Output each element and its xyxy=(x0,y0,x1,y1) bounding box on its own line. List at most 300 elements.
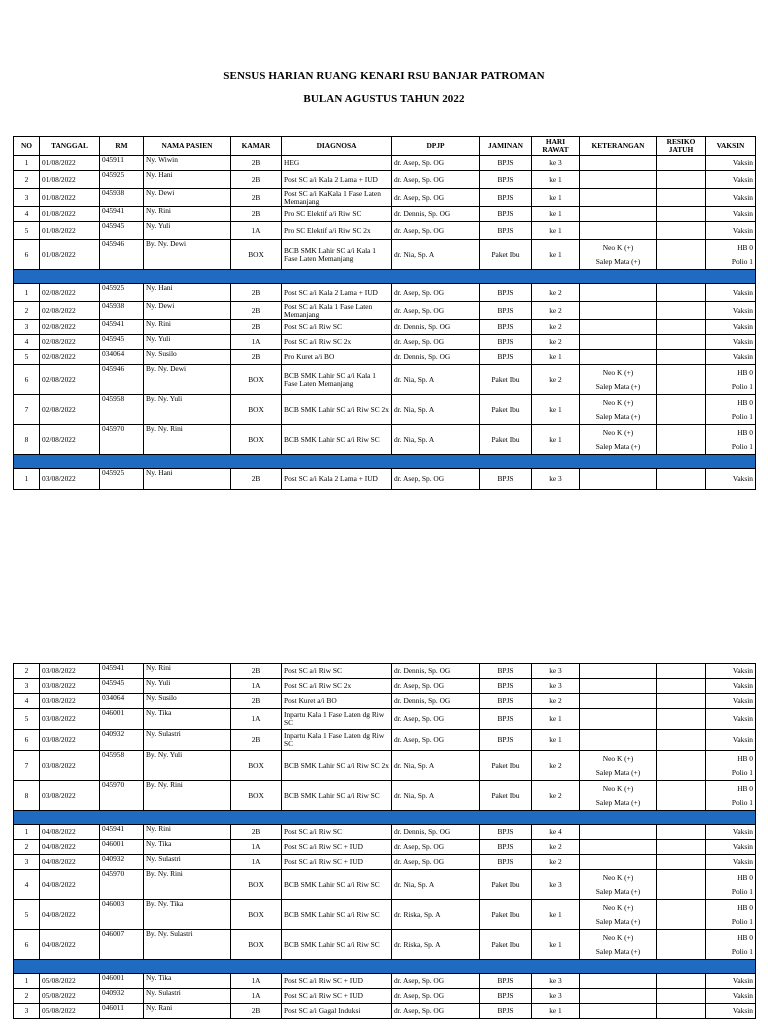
cell-tanggal: 03/08/2022 xyxy=(40,730,100,751)
table-row xyxy=(14,694,756,709)
cell-kamar: 1A xyxy=(231,840,282,855)
cell-vaksin: Vaksin xyxy=(706,1004,756,1019)
cell-diagnosa: BCB SMK Lahir SC a/i Kala 1 Fase Laten Memanjang xyxy=(282,240,392,270)
cell-tanggal: 01/08/2022 xyxy=(40,222,100,240)
cell-resiko-jatuh xyxy=(657,664,706,679)
cell-vaksin: Vaksin xyxy=(706,469,756,490)
cell-no: 6 xyxy=(14,930,40,960)
cell-jaminan: BPJS xyxy=(480,189,532,207)
cell-diagnosa: Pro Kuret a/i BO xyxy=(282,350,392,365)
cell-diagnosa: Inpartu Kala 1 Fase Laten dg Riw SC xyxy=(282,709,392,730)
cell-diagnosa: BCB SMK Lahir SC a/i Kala 1 Fase Laten Memanjang xyxy=(282,365,392,395)
cell-vaksin: HB 0 Polio 1 xyxy=(706,900,756,930)
cell-diagnosa: BCB SMK Lahir SC a/i Riw SC 2x xyxy=(282,395,392,425)
cell-keterangan: Neo K (+) Salep Mata (+) xyxy=(580,930,657,960)
cell-resiko-jatuh xyxy=(657,989,706,1004)
table-row xyxy=(14,930,756,960)
cell-kamar: 1A xyxy=(231,974,282,989)
cell-kamar: BOX xyxy=(231,365,282,395)
cell-resiko-jatuh xyxy=(657,870,706,900)
cell-no: 4 xyxy=(14,335,40,350)
cell-dpjp: dr. Asep, Sp. OG xyxy=(392,222,480,240)
cell-nama-pasien: By. Ny. Dewi xyxy=(144,365,231,395)
cell-keterangan xyxy=(580,350,657,365)
cell-keterangan xyxy=(580,302,657,320)
cell-jaminan: BPJS xyxy=(480,171,532,189)
cell-dpjp: dr. Asep, Sp. OG xyxy=(392,679,480,694)
cell-keterangan: Neo K (+) Salep Mata (+) xyxy=(580,751,657,781)
cell-dpjp: dr. Dennis, Sp. OG xyxy=(392,350,480,365)
cell-rm: 046011 xyxy=(100,1004,144,1019)
cell-jaminan: BPJS xyxy=(480,989,532,1004)
separator-bar xyxy=(14,270,756,284)
cell-resiko-jatuh xyxy=(657,350,706,365)
cell-diagnosa: Post SC a/i Kala 2 Lama + IUD xyxy=(282,171,392,189)
cell-diagnosa: Post Kuret a/i BO xyxy=(282,694,392,709)
cell-jaminan: BPJS xyxy=(480,350,532,365)
cell-keterangan: Neo K (+) Salep Mata (+) xyxy=(580,425,657,455)
cell-kamar: 1A xyxy=(231,222,282,240)
cell-diagnosa: Post SC a/i Riw SC xyxy=(282,825,392,840)
cell-diagnosa: Post SC a/i Riw SC + IUD xyxy=(282,840,392,855)
cell-rm: 045941 xyxy=(100,664,144,679)
cell-resiko-jatuh xyxy=(657,320,706,335)
cell-rm: 045970 xyxy=(100,425,144,455)
cell-kamar: 1A xyxy=(231,989,282,1004)
cell-dpjp: dr. Asep, Sp. OG xyxy=(392,171,480,189)
cell-diagnosa: Post SC a/i Gagal Induksi xyxy=(282,1004,392,1019)
cell-vaksin: Vaksin xyxy=(706,156,756,171)
cell-kamar: 2B xyxy=(231,825,282,840)
cell-vaksin: HB 0 Polio 1 xyxy=(706,751,756,781)
cell-jaminan: BPJS xyxy=(480,709,532,730)
cell-tanggal: 02/08/2022 xyxy=(40,335,100,350)
cell-dpjp: dr. Asep, Sp. OG xyxy=(392,335,480,350)
table-row xyxy=(14,855,756,870)
cell-dpjp: dr. Asep, Sp. OG xyxy=(392,974,480,989)
cell-jaminan: Paket Ibu xyxy=(480,395,532,425)
cell-nama-pasien: Ny. Tika xyxy=(144,840,231,855)
cell-vaksin: Vaksin xyxy=(706,679,756,694)
cell-diagnosa: Post SC a/i Riw SC xyxy=(282,664,392,679)
cell-rm: 045958 xyxy=(100,395,144,425)
cell-hari-rawat: ke 2 xyxy=(532,365,580,395)
cell-nama-pasien: Ny. Sulastri xyxy=(144,730,231,751)
cell-diagnosa: Inpartu Kala 1 Fase Laten dg Riw SC xyxy=(282,730,392,751)
col-header-jaminan: JAMINAN xyxy=(480,137,532,156)
cell-no: 1 xyxy=(14,469,40,490)
cell-nama-pasien: Ny. Susilo xyxy=(144,350,231,365)
cell-hari-rawat: ke 1 xyxy=(532,350,580,365)
cell-dpjp: dr. Dennis, Sp. OG xyxy=(392,664,480,679)
cell-rm: 045946 xyxy=(100,365,144,395)
cell-kamar: BOX xyxy=(231,425,282,455)
cell-hari-rawat: ke 1 xyxy=(532,900,580,930)
col-header-nama-pasien: NAMA PASIEN xyxy=(144,137,231,156)
cell-vaksin: Vaksin xyxy=(706,335,756,350)
table-row xyxy=(14,840,756,855)
cell-rm: 045938 xyxy=(100,189,144,207)
cell-dpjp: dr. Nia, Sp. A xyxy=(392,781,480,811)
cell-jaminan: BPJS xyxy=(480,840,532,855)
cell-vaksin: Vaksin xyxy=(706,222,756,240)
cell-jaminan: BPJS xyxy=(480,974,532,989)
cell-diagnosa: Post SC a/i Riw SC 2x xyxy=(282,679,392,694)
cell-hari-rawat: ke 4 xyxy=(532,825,580,840)
cell-dpjp: dr. Asep, Sp. OG xyxy=(392,989,480,1004)
cell-keterangan xyxy=(580,156,657,171)
cell-resiko-jatuh xyxy=(657,335,706,350)
table-body-2 xyxy=(14,664,756,1019)
cell-jaminan: BPJS xyxy=(480,207,532,222)
table-row xyxy=(14,302,756,320)
cell-diagnosa: HEG xyxy=(282,156,392,171)
cell-resiko-jatuh xyxy=(657,240,706,270)
cell-jaminan: BPJS xyxy=(480,730,532,751)
cell-keterangan xyxy=(580,694,657,709)
cell-nama-pasien: Ny. Tika xyxy=(144,709,231,730)
cell-resiko-jatuh xyxy=(657,930,706,960)
cell-tanggal: 04/08/2022 xyxy=(40,825,100,840)
cell-jaminan: Paket Ibu xyxy=(480,900,532,930)
cell-keterangan xyxy=(580,825,657,840)
cell-rm: 045970 xyxy=(100,781,144,811)
cell-diagnosa: Post SC a/i Riw SC + IUD xyxy=(282,989,392,1004)
cell-kamar: 1A xyxy=(231,709,282,730)
cell-nama-pasien: By. Ny. Yuli xyxy=(144,751,231,781)
table-row xyxy=(14,469,756,490)
cell-tanggal: 03/08/2022 xyxy=(40,781,100,811)
table-row xyxy=(14,156,756,171)
cell-tanggal: 05/08/2022 xyxy=(40,974,100,989)
col-header-dpjp: DPJP xyxy=(392,137,480,156)
cell-tanggal: 04/08/2022 xyxy=(40,840,100,855)
cell-kamar: 2B xyxy=(231,1004,282,1019)
cell-vaksin: Vaksin xyxy=(706,855,756,870)
cell-resiko-jatuh xyxy=(657,156,706,171)
date-group-separator xyxy=(14,455,756,469)
cell-resiko-jatuh xyxy=(657,679,706,694)
cell-resiko-jatuh xyxy=(657,302,706,320)
cell-no: 3 xyxy=(14,855,40,870)
cell-nama-pasien: Ny. Hani xyxy=(144,171,231,189)
cell-no: 4 xyxy=(14,870,40,900)
cell-dpjp: dr. Asep, Sp. OG xyxy=(392,469,480,490)
cell-no: 1 xyxy=(14,284,40,302)
cell-resiko-jatuh xyxy=(657,395,706,425)
cell-tanggal: 02/08/2022 xyxy=(40,320,100,335)
cell-kamar: 2B xyxy=(231,320,282,335)
cell-no: 4 xyxy=(14,694,40,709)
table-row xyxy=(14,365,756,395)
cell-tanggal: 01/08/2022 xyxy=(40,240,100,270)
cell-hari-rawat: ke 1 xyxy=(532,709,580,730)
cell-rm: 045941 xyxy=(100,825,144,840)
cell-dpjp: dr. Nia, Sp. A xyxy=(392,365,480,395)
cell-rm: 045945 xyxy=(100,222,144,240)
cell-no: 2 xyxy=(14,989,40,1004)
cell-diagnosa: Post SC a/i Riw SC 2x xyxy=(282,335,392,350)
cell-resiko-jatuh xyxy=(657,781,706,811)
cell-vaksin: Vaksin xyxy=(706,840,756,855)
cell-hari-rawat: ke 1 xyxy=(532,240,580,270)
cell-dpjp: dr. Asep, Sp. OG xyxy=(392,730,480,751)
cell-rm: 045925 xyxy=(100,284,144,302)
cell-jaminan: Paket Ibu xyxy=(480,781,532,811)
cell-keterangan xyxy=(580,320,657,335)
table-row xyxy=(14,751,756,781)
cell-resiko-jatuh xyxy=(657,171,706,189)
cell-rm: 045945 xyxy=(100,335,144,350)
cell-no: 3 xyxy=(14,320,40,335)
cell-diagnosa: Post SC a/i Riw SC + IUD xyxy=(282,974,392,989)
cell-tanggal: 01/08/2022 xyxy=(40,171,100,189)
cell-hari-rawat: ke 3 xyxy=(532,870,580,900)
cell-kamar: BOX xyxy=(231,751,282,781)
cell-diagnosa: Post SC a/i Kala 2 Lama + IUD xyxy=(282,469,392,490)
cell-keterangan xyxy=(580,974,657,989)
cell-hari-rawat: ke 2 xyxy=(532,335,580,350)
cell-keterangan xyxy=(580,189,657,207)
cell-rm: 034064 xyxy=(100,350,144,365)
cell-kamar: 1A xyxy=(231,855,282,870)
cell-nama-pasien: Ny. Rini xyxy=(144,207,231,222)
col-header-no: NO xyxy=(14,137,40,156)
table-row xyxy=(14,900,756,930)
cell-tanggal: 04/08/2022 xyxy=(40,900,100,930)
cell-jaminan: BPJS xyxy=(480,222,532,240)
cell-tanggal: 03/08/2022 xyxy=(40,469,100,490)
cell-jaminan: BPJS xyxy=(480,302,532,320)
cell-vaksin: Vaksin xyxy=(706,974,756,989)
cell-vaksin: Vaksin xyxy=(706,664,756,679)
cell-tanggal: 05/08/2022 xyxy=(40,1004,100,1019)
cell-no: 2 xyxy=(14,664,40,679)
cell-kamar: 2B xyxy=(231,189,282,207)
cell-kamar: 2B xyxy=(231,302,282,320)
cell-keterangan xyxy=(580,679,657,694)
cell-resiko-jatuh xyxy=(657,222,706,240)
cell-no: 7 xyxy=(14,395,40,425)
cell-rm: 046001 xyxy=(100,709,144,730)
cell-resiko-jatuh xyxy=(657,425,706,455)
cell-kamar: 2B xyxy=(231,730,282,751)
cell-hari-rawat: ke 1 xyxy=(532,730,580,751)
cell-rm: 045958 xyxy=(100,751,144,781)
cell-resiko-jatuh xyxy=(657,751,706,781)
cell-keterangan xyxy=(580,855,657,870)
cell-hari-rawat: ke 2 xyxy=(532,855,580,870)
cell-kamar: BOX xyxy=(231,930,282,960)
cell-jaminan: BPJS xyxy=(480,284,532,302)
cell-jaminan: BPJS xyxy=(480,664,532,679)
table-row xyxy=(14,679,756,694)
cell-kamar: 2B xyxy=(231,469,282,490)
cell-keterangan xyxy=(580,171,657,189)
cell-diagnosa: Post SC a/i Riw SC xyxy=(282,320,392,335)
table-row xyxy=(14,974,756,989)
cell-vaksin: Vaksin xyxy=(706,320,756,335)
table-row xyxy=(14,781,756,811)
cell-vaksin: Vaksin xyxy=(706,284,756,302)
table-row xyxy=(14,825,756,840)
cell-dpjp: dr. Asep, Sp. OG xyxy=(392,1004,480,1019)
cell-no: 3 xyxy=(14,1004,40,1019)
cell-no: 7 xyxy=(14,751,40,781)
cell-hari-rawat: ke 1 xyxy=(532,222,580,240)
separator-bar xyxy=(14,960,756,974)
cell-kamar: 2B xyxy=(231,664,282,679)
cell-no: 1 xyxy=(14,974,40,989)
cell-tanggal: 04/08/2022 xyxy=(40,930,100,960)
table-row xyxy=(14,207,756,222)
cell-hari-rawat: ke 2 xyxy=(532,320,580,335)
cell-jaminan: Paket Ibu xyxy=(480,751,532,781)
cell-jaminan: Paket Ibu xyxy=(480,930,532,960)
cell-dpjp: dr. Nia, Sp. A xyxy=(392,425,480,455)
cell-dpjp: dr. Asep, Sp. OG xyxy=(392,284,480,302)
cell-dpjp: dr. Riska, Sp. A xyxy=(392,930,480,960)
cell-vaksin: Vaksin xyxy=(706,189,756,207)
cell-rm: 045911 xyxy=(100,156,144,171)
census-table-page-2 xyxy=(13,663,756,1019)
cell-no: 5 xyxy=(14,900,40,930)
cell-hari-rawat: ke 2 xyxy=(532,781,580,811)
cell-tanggal: 05/08/2022 xyxy=(40,989,100,1004)
table-row xyxy=(14,989,756,1004)
cell-nama-pasien: By. Ny. Yuli xyxy=(144,395,231,425)
cell-kamar: 2B xyxy=(231,171,282,189)
col-header-diagnosa: DIAGNOSA xyxy=(282,137,392,156)
cell-rm: 046001 xyxy=(100,974,144,989)
cell-nama-pasien: Ny. Hani xyxy=(144,284,231,302)
table-row xyxy=(14,320,756,335)
cell-vaksin: HB 0 Polio 1 xyxy=(706,425,756,455)
cell-keterangan xyxy=(580,469,657,490)
cell-tanggal: 03/08/2022 xyxy=(40,709,100,730)
cell-tanggal: 01/08/2022 xyxy=(40,156,100,171)
cell-hari-rawat: ke 1 xyxy=(532,425,580,455)
cell-vaksin: Vaksin xyxy=(706,730,756,751)
cell-resiko-jatuh xyxy=(657,730,706,751)
cell-no: 5 xyxy=(14,350,40,365)
cell-rm: 045946 xyxy=(100,240,144,270)
cell-nama-pasien: By. Ny. Sulastri xyxy=(144,930,231,960)
cell-nama-pasien: Ny. Rani xyxy=(144,1004,231,1019)
cell-resiko-jatuh xyxy=(657,189,706,207)
cell-resiko-jatuh xyxy=(657,840,706,855)
cell-hari-rawat: ke 3 xyxy=(532,974,580,989)
cell-kamar: BOX xyxy=(231,240,282,270)
cell-keterangan xyxy=(580,709,657,730)
cell-resiko-jatuh xyxy=(657,469,706,490)
cell-jaminan: BPJS xyxy=(480,679,532,694)
cell-nama-pasien: Ny. Dewi xyxy=(144,302,231,320)
cell-dpjp: dr. Dennis, Sp. OG xyxy=(392,825,480,840)
cell-rm: 040932 xyxy=(100,855,144,870)
cell-nama-pasien: Ny. Yuli xyxy=(144,679,231,694)
cell-rm: 045938 xyxy=(100,302,144,320)
cell-vaksin: HB 0 Polio 1 xyxy=(706,870,756,900)
cell-keterangan: Neo K (+) Salep Mata (+) xyxy=(580,395,657,425)
cell-vaksin: HB 0 Polio 1 xyxy=(706,781,756,811)
table-row xyxy=(14,395,756,425)
cell-rm: 045945 xyxy=(100,679,144,694)
cell-hari-rawat: ke 3 xyxy=(532,989,580,1004)
cell-kamar: 1A xyxy=(231,679,282,694)
cell-hari-rawat: ke 1 xyxy=(532,1004,580,1019)
cell-jaminan: BPJS xyxy=(480,335,532,350)
cell-nama-pasien: Ny. Hani xyxy=(144,469,231,490)
cell-nama-pasien: Ny. Rini xyxy=(144,320,231,335)
cell-dpjp: dr. Asep, Sp. OG xyxy=(392,189,480,207)
cell-tanggal: 04/08/2022 xyxy=(40,870,100,900)
cell-nama-pasien: Ny. Rini xyxy=(144,664,231,679)
col-header-vaksin: VAKSIN xyxy=(706,137,756,156)
cell-hari-rawat: ke 3 xyxy=(532,664,580,679)
cell-vaksin: HB 0 Polio 1 xyxy=(706,240,756,270)
cell-dpjp: dr. Asep, Sp. OG xyxy=(392,302,480,320)
cell-keterangan xyxy=(580,664,657,679)
cell-kamar: 2B xyxy=(231,284,282,302)
census-table-page-1 xyxy=(13,136,756,490)
col-header-tanggal: TANGGAL xyxy=(40,137,100,156)
cell-dpjp: dr. Dennis, Sp. OG xyxy=(392,694,480,709)
separator-bar xyxy=(14,811,756,825)
cell-kamar: BOX xyxy=(231,781,282,811)
cell-hari-rawat: ke 3 xyxy=(532,156,580,171)
cell-vaksin: HB 0 Polio 1 xyxy=(706,930,756,960)
cell-dpjp: dr. Dennis, Sp. OG xyxy=(392,207,480,222)
separator-bar xyxy=(14,455,756,469)
cell-hari-rawat: ke 1 xyxy=(532,930,580,960)
cell-no: 6 xyxy=(14,730,40,751)
cell-resiko-jatuh xyxy=(657,709,706,730)
cell-no: 5 xyxy=(14,222,40,240)
cell-diagnosa: Post SC a/i Kala 2 Lama + IUD xyxy=(282,284,392,302)
cell-nama-pasien: Ny. Tika xyxy=(144,974,231,989)
table-row xyxy=(14,222,756,240)
cell-hari-rawat: ke 2 xyxy=(532,694,580,709)
cell-nama-pasien: Ny. Dewi xyxy=(144,189,231,207)
cell-hari-rawat: ke 2 xyxy=(532,284,580,302)
cell-dpjp: dr. Dennis, Sp. OG xyxy=(392,320,480,335)
cell-hari-rawat: ke 2 xyxy=(532,302,580,320)
cell-rm: 046003 xyxy=(100,900,144,930)
table-body-1 xyxy=(14,156,756,490)
table-row xyxy=(14,870,756,900)
cell-hari-rawat: ke 1 xyxy=(532,395,580,425)
cell-nama-pasien: By. Ny. Dewi xyxy=(144,240,231,270)
cell-resiko-jatuh xyxy=(657,1004,706,1019)
cell-keterangan xyxy=(580,840,657,855)
table-row xyxy=(14,709,756,730)
cell-keterangan xyxy=(580,222,657,240)
cell-nama-pasien: By. Ny. Rini xyxy=(144,781,231,811)
cell-keterangan: Neo K (+) Salep Mata (+) xyxy=(580,870,657,900)
cell-resiko-jatuh xyxy=(657,855,706,870)
table-row xyxy=(14,189,756,207)
cell-jaminan: Paket Ibu xyxy=(480,425,532,455)
cell-jaminan: BPJS xyxy=(480,320,532,335)
cell-no: 3 xyxy=(14,189,40,207)
cell-diagnosa: Post SC a/i Riw SC + IUD xyxy=(282,855,392,870)
cell-keterangan xyxy=(580,730,657,751)
cell-rm: 034064 xyxy=(100,694,144,709)
cell-resiko-jatuh xyxy=(657,207,706,222)
cell-nama-pasien: Ny. Susilo xyxy=(144,694,231,709)
cell-jaminan: BPJS xyxy=(480,469,532,490)
